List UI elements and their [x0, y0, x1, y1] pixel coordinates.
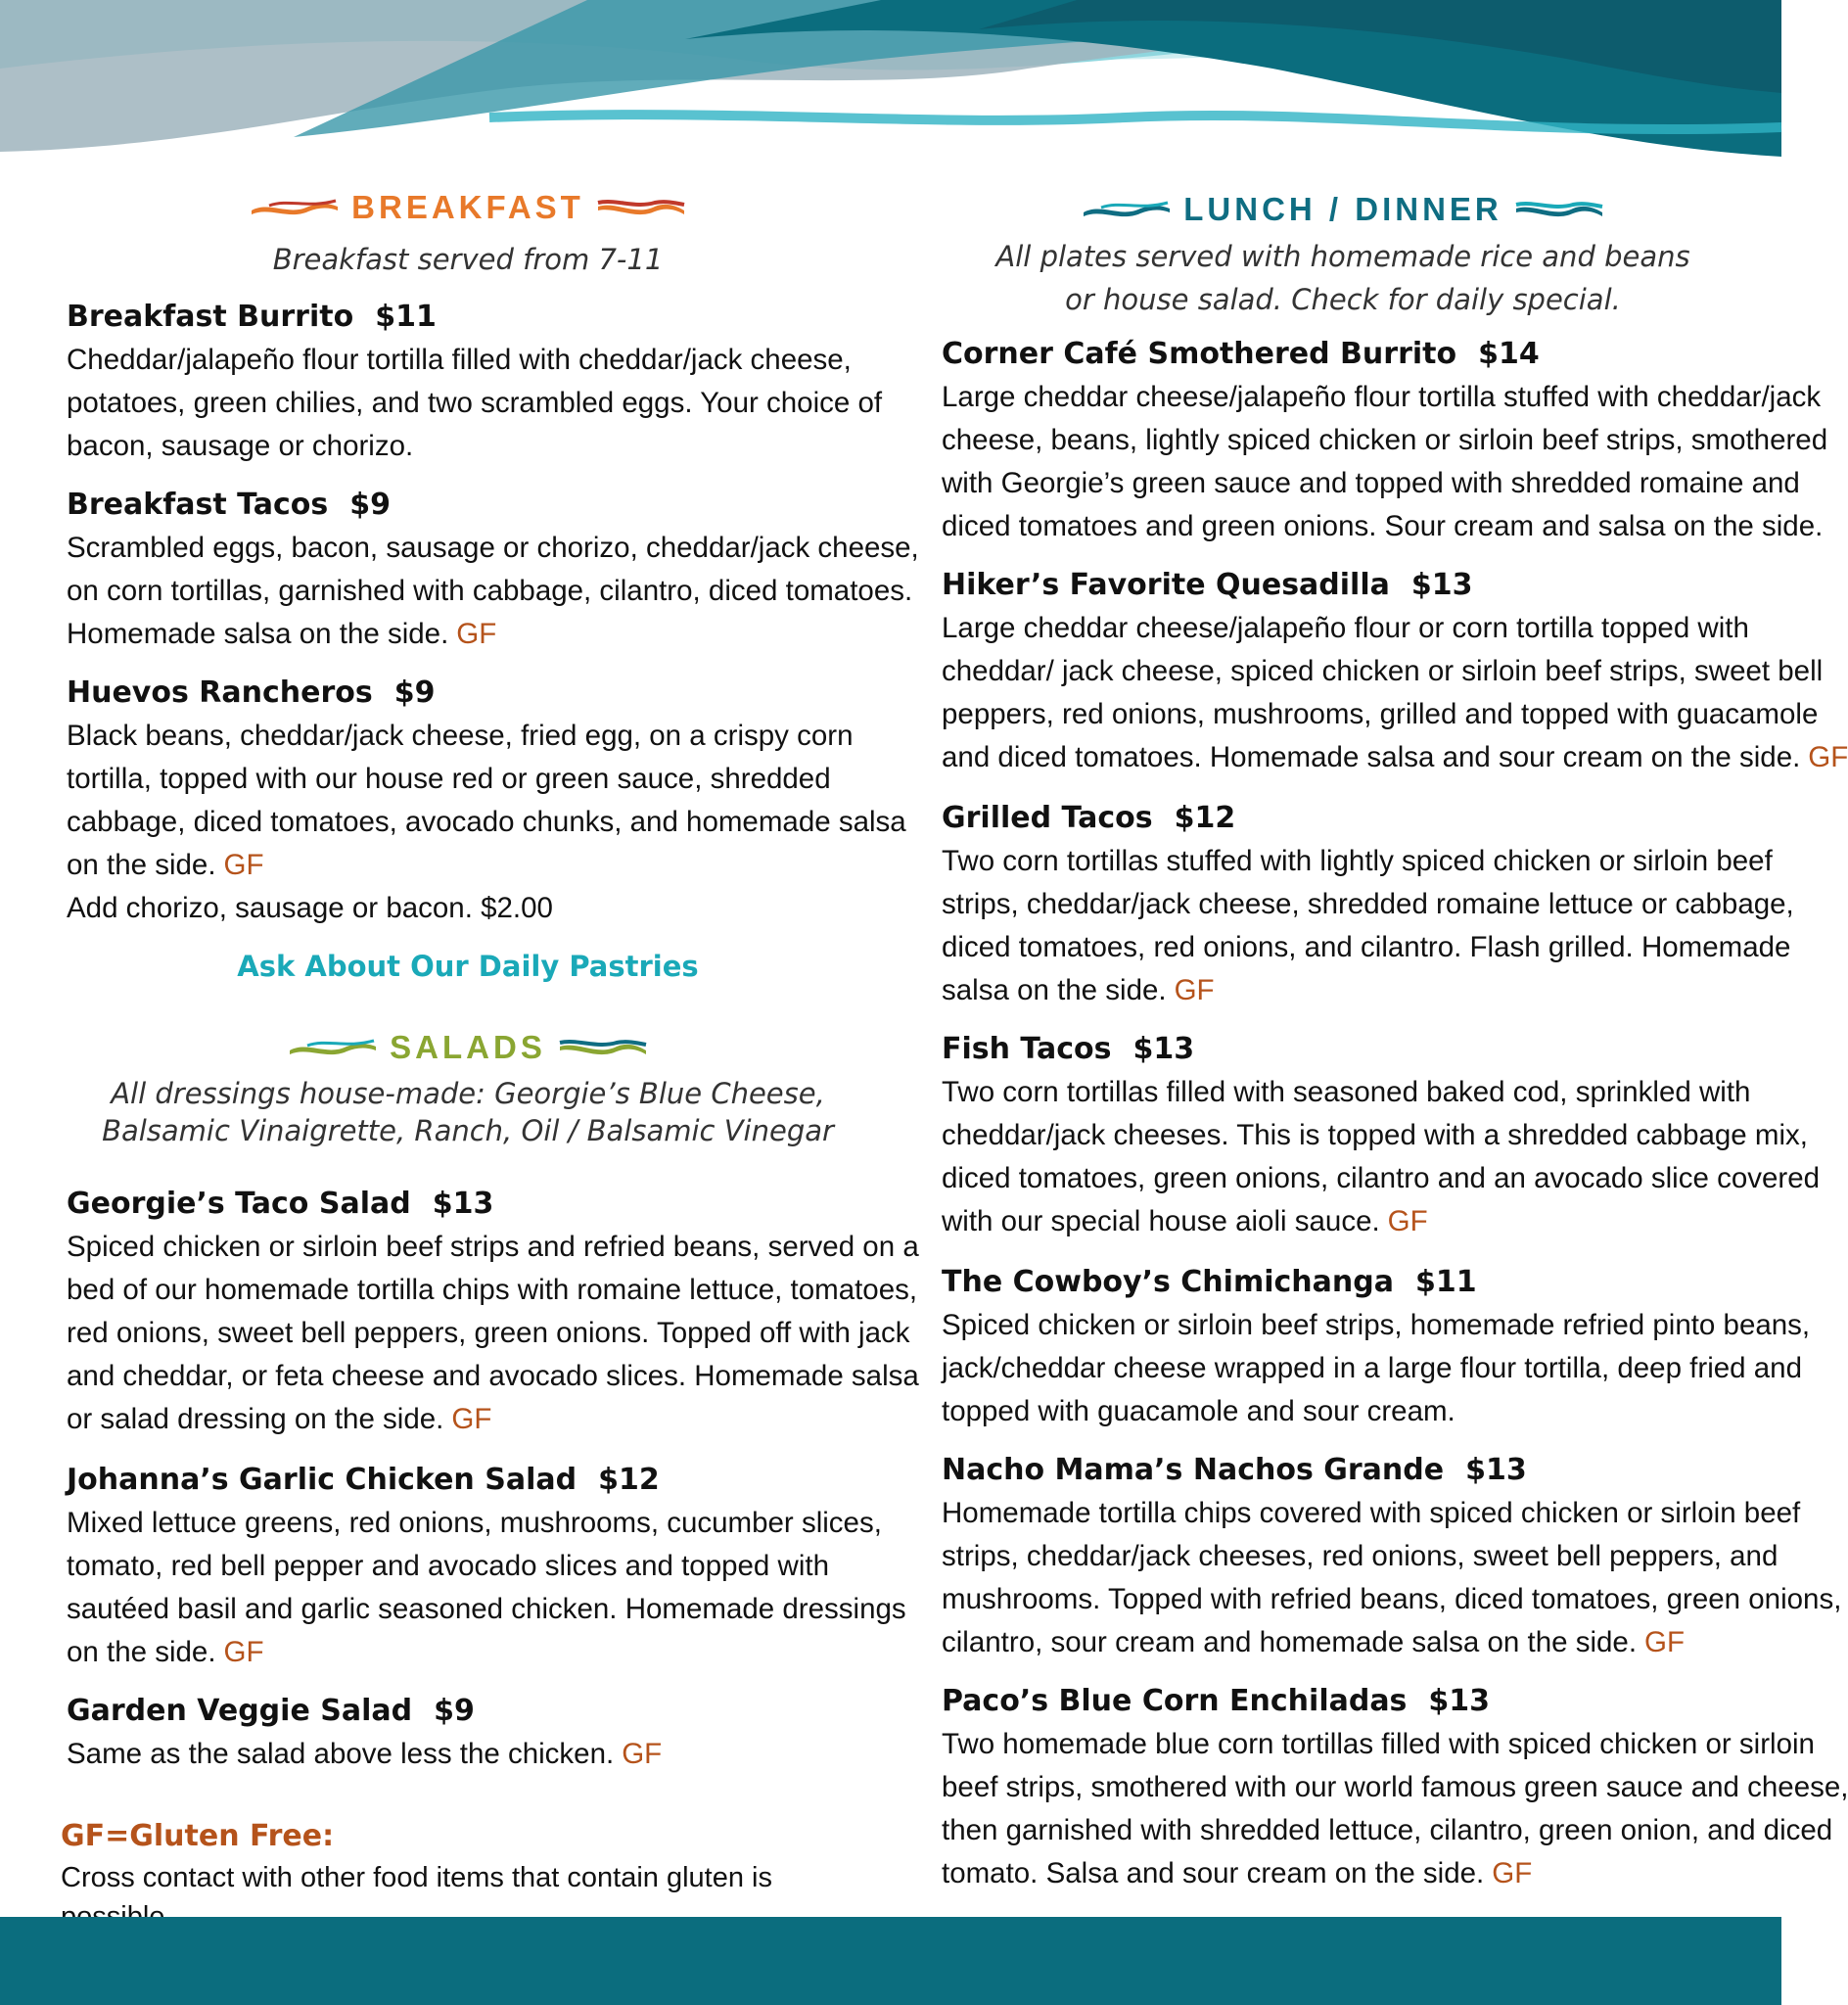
item-name: Fish Tacos [942, 1032, 1112, 1066]
menu-item [942, 797, 1794, 1012]
menu-item [67, 1690, 869, 1776]
item-description: Two corn tortillas filled with seasoned baked cod, sprinkled with cheddar/jack cheeses. This is topped with a shredded cabbage mix, diced tomatoes, green onions, cilantro and an avocado slice covered with our special house aioli sauce. GF [942, 1076, 1821, 1237]
gluten-free-tag: GF [451, 1403, 492, 1435]
lunch-dinner-subtitle: All plates served with homemade rice and beans or house salad. Check for daily special. [995, 240, 1690, 316]
gluten-free-tag: GF [456, 618, 497, 650]
item-price: $11 [375, 300, 437, 334]
item-description: Black beans, cheddar/jack cheese, fried egg, on a crispy corn tortilla, topped with our house red or green sauce, shredded cabbage, diced tomatoes, avocado chunks, and homemade salsa on the side. GF Add chorizo, sausage or bacon. $2.00 [67, 715, 869, 930]
wave-ornament-icon [1514, 199, 1604, 220]
gluten-free-disclaimer: Cross contact with other food items that contain gluten is [61, 1862, 772, 1893]
item-price: $12 [598, 1463, 660, 1497]
item-price: $13 [432, 1187, 494, 1221]
menu-item [67, 1459, 906, 1674]
item-name: Breakfast Tacos [67, 488, 329, 522]
gluten-free-tag: GF [223, 1636, 264, 1668]
item-description: Cheddar/jalapeño flour tortilla filled with cheddar/jack cheese, potatoes, green chilies, and two scrambled eggs. Your choice of bacon, sausage or chorizo. [67, 344, 883, 462]
gluten-free-tag: GF [1387, 1205, 1428, 1237]
item-description: Two corn tortillas stuffed with lightly spiced chicken or sirloin beef strips, cheddar/jack cheese, shredded romaine lettuce or cabbage, diced tomatoes, red onions, and cilantro. Flash grilled. Homemade salsa on the side. GF [942, 845, 1794, 1006]
item-addon: Add chorizo, sausage or bacon. $2.00 [67, 892, 553, 924]
item-description: Scrambled eggs, bacon, sausage or chorizo, cheddar/jack cheese, on corn tortillas, garnished with cabbage, cilantro, diced tomatoes. Homemade salsa on the side. GF [67, 532, 919, 650]
item-name: Huevos Rancheros [67, 676, 373, 710]
wave-ornament-icon [558, 1037, 648, 1058]
item-name: Johanna’s Garlic Chicken Salad [67, 1463, 578, 1497]
item-price: $9 [434, 1694, 475, 1728]
menu-item [67, 484, 919, 656]
lunch-dinner-title: LUNCH / DINNER [1183, 191, 1502, 227]
breakfast-subtitle: Breakfast served from 7-11 [272, 243, 664, 276]
item-price: $9 [349, 488, 391, 522]
menu-item [67, 1183, 919, 1441]
menu-item [67, 296, 883, 468]
item-price: $13 [1428, 1684, 1491, 1718]
breakfast-title: BREAKFAST [351, 189, 584, 225]
menu-item [942, 564, 1848, 779]
salads-subtitle: All dressings house-made: Georgie’s Blue Cheese, Balsamic Vinaigrette, Ranch, Oil / Balsamic Vinegar [102, 1077, 834, 1147]
item-name: Garden Veggie Salad [67, 1694, 413, 1728]
menu-item [942, 1449, 1842, 1664]
wave-ornament-icon [596, 197, 686, 218]
item-name: Paco’s Blue Corn Enchiladas [942, 1684, 1408, 1718]
item-description: Large cheddar cheese/jalapeño flour tortilla stuffed with cheddar/jack cheese, beans, lightly spiced chicken or sirloin beef strips, smothered with Georgie’s green sauce and topped with shredded romaine and diced tomatoes and green onions. Sour cream and salsa on the side. [942, 381, 1828, 542]
item-price: $13 [1132, 1032, 1195, 1066]
item-price: $9 [393, 676, 436, 710]
wave-ornament-icon [288, 1037, 378, 1058]
item-description: Large cheddar cheese/jalapeño flour or corn tortilla topped with cheddar/ jack cheese, spiced chicken or sirloin beef strips, sweet bell peppers, red onions, mushrooms, grilled and topped with guacamole and diced tomatoes. Homemade salsa and sour cream on the side. GF [942, 612, 1848, 773]
item-price: $13 [1465, 1453, 1527, 1487]
item-description: Spiced chicken or sirloin beef strips, homemade refried pinto beans, jack/cheddar cheese wrapped in a large flour tortilla, deep fried and topped with guacamole and sour cream. [942, 1309, 1811, 1427]
item-description: Mixed lettuce greens, red onions, mushrooms, cucumber slices, tomato, red bell pepper and avocado slices and topped with sautéed basil and garlic seasoned chicken. Homemade dressings on the side. GF [67, 1507, 906, 1668]
item-name: Grilled Tacos [942, 801, 1153, 835]
item-name: Nacho Mama’s Nachos Grande [942, 1453, 1445, 1487]
header-wave-graphic [0, 0, 1781, 186]
item-name: The Cowboy’s Chimichanga [942, 1265, 1394, 1299]
item-description: Spiced chicken or sirloin beef strips and refried beans, served on a bed of our homemade tortilla chips with romaine lettuce, tomatoes, red onions, sweet bell peppers, green onions. Topped off with jack and cheddar, or feta cheese and avocado slices. Homemade salsa or salad dressing on the side. GF [67, 1231, 919, 1435]
wave-ornament-icon [250, 197, 340, 218]
item-price: $13 [1410, 568, 1473, 602]
gluten-free-tag: GF [1808, 741, 1848, 773]
salads-title: SALADS [390, 1029, 546, 1065]
item-description: Two homemade blue corn tortillas filled with spiced chicken or sirloin beef strips, smothered with our world famous green sauce and cheese, then garnished with shredded lettuce, cilantro, green onion, and diced tomato. Salsa and sour cream on the side. GF [942, 1728, 1848, 1889]
item-description: Same as the salad above less the chicken. GF [67, 1738, 663, 1770]
menu-item [942, 1028, 1821, 1243]
gluten-free-label: GF=Gluten Free: [61, 1819, 335, 1853]
menu-item [942, 333, 1828, 548]
gluten-free-tag: GF [1174, 974, 1215, 1006]
item-description: Homemade tortilla chips covered with spiced chicken or sirloin beef strips, cheddar/jack cheeses, red onions, sweet bell peppers, and mushrooms. Topped with refried beans, diced tomatoes, green onions, cilantro, sour cream and homemade salsa on the side. GF [942, 1497, 1842, 1658]
gluten-free-tag: GF [1644, 1626, 1685, 1658]
lunch-dinner-heading [942, 188, 1744, 231]
gluten-free-tag: GF [223, 849, 264, 881]
item-name: Georgie’s Taco Salad [67, 1187, 411, 1221]
gluten-free-tag: GF [622, 1738, 663, 1770]
gluten-free-tag: GF [1492, 1857, 1533, 1889]
menu-item [942, 1261, 1811, 1433]
item-name: Hiker’s Favorite Quesadilla [942, 568, 1390, 602]
salads-heading [67, 1026, 869, 1069]
item-price: $14 [1478, 337, 1540, 371]
item-price: $12 [1174, 801, 1236, 835]
item-name: Breakfast Burrito [67, 300, 354, 334]
breakfast-heading [67, 186, 869, 229]
item-price: $11 [1414, 1265, 1477, 1299]
item-name: Corner Café Smothered Burrito [942, 337, 1457, 371]
wave-ornament-icon [1082, 199, 1172, 220]
menu-item [942, 1680, 1848, 1895]
footer-band [0, 1917, 1781, 2005]
pastries-callout: Ask About Our Daily Pastries [237, 950, 699, 983]
menu-item [67, 672, 906, 930]
